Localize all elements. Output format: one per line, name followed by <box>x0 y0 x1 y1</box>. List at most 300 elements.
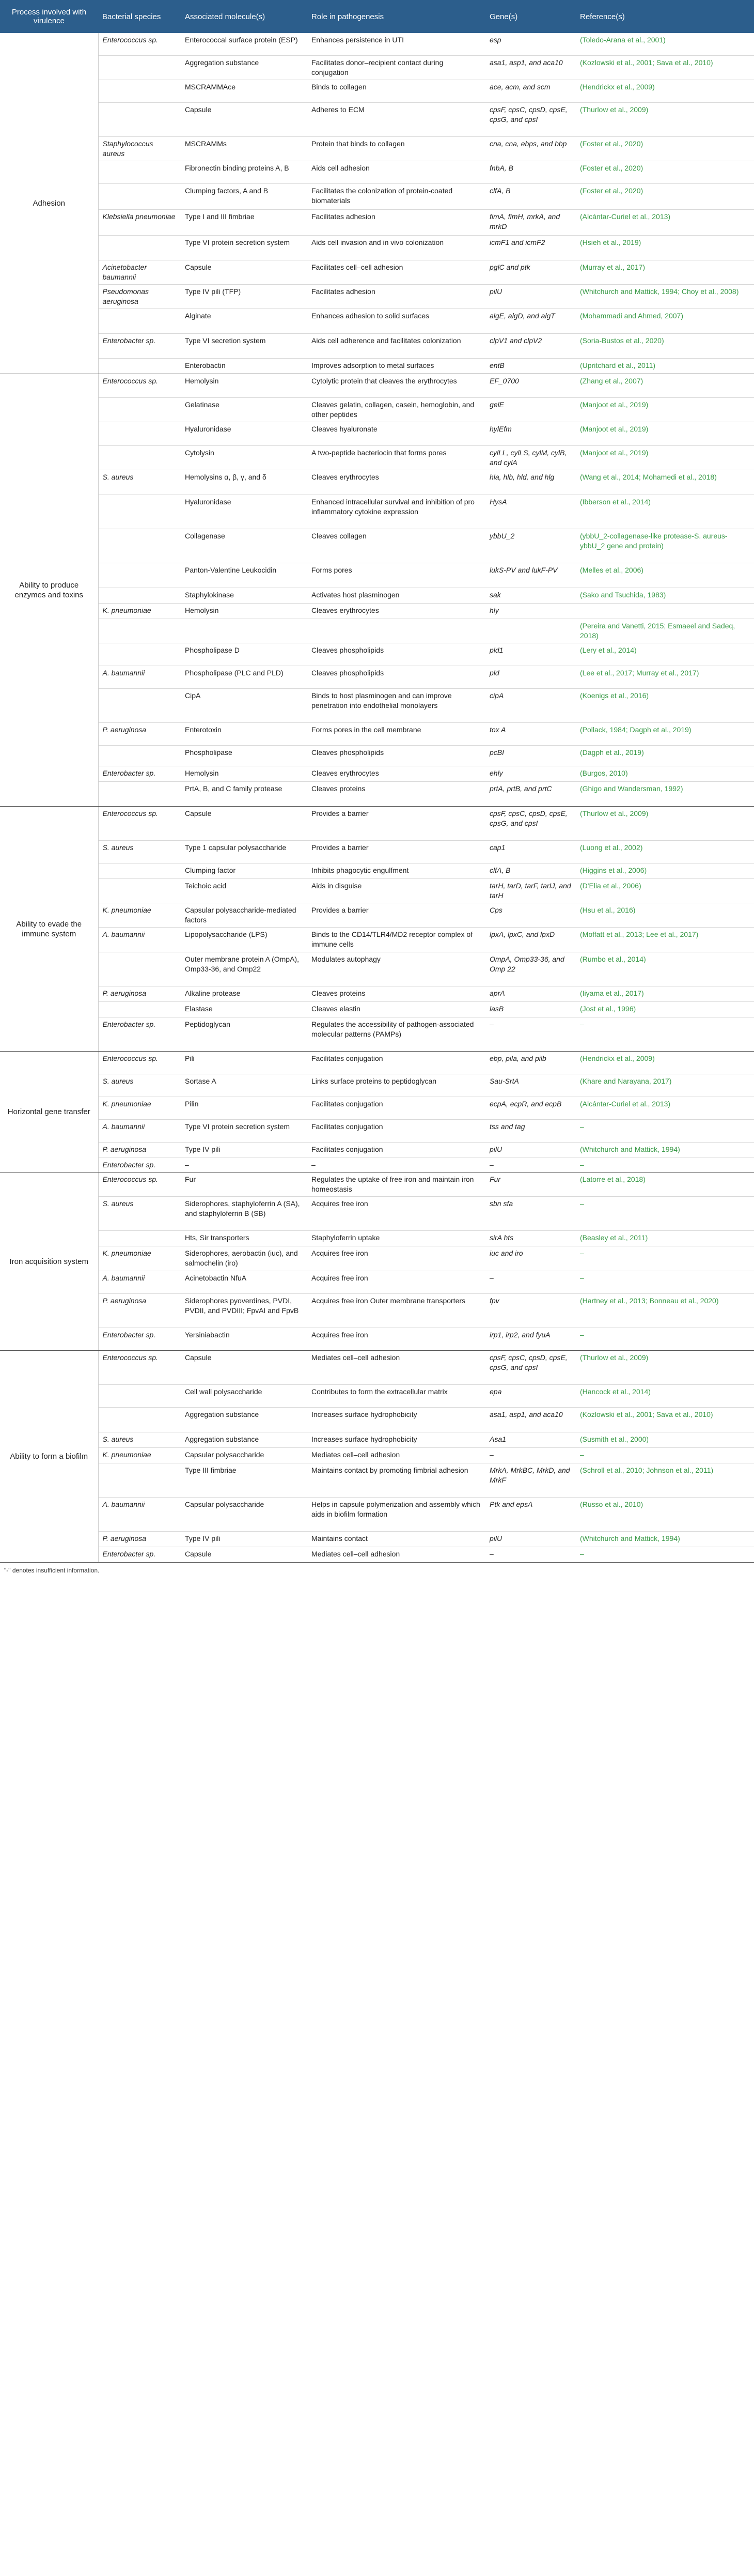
reference-cell: (Burgos, 2010) <box>576 766 754 782</box>
molecule-cell <box>181 619 307 643</box>
reference-cell: (Thurlow et al., 2009) <box>576 1351 754 1385</box>
role-cell: Cleaves proteins <box>307 986 485 1002</box>
species-cell <box>98 563 181 588</box>
species-cell: K. pneumoniae <box>98 903 181 928</box>
role-cell: Cytolytic protein that cleaves the erythrocytes <box>307 374 485 398</box>
gene-cell: hly <box>485 604 576 619</box>
table-row <box>0 1002 754 1017</box>
role-cell: Cleaves collagen <box>307 529 485 563</box>
gene-cell: – <box>485 1271 576 1294</box>
role-cell: Provides a barrier <box>307 903 485 928</box>
molecule-cell: Alkaline protease <box>181 986 307 1002</box>
species-cell <box>98 359 181 374</box>
molecule-cell: Panton-Valentine Leukocidin <box>181 563 307 588</box>
table-row <box>0 1448 754 1463</box>
species-cell <box>98 689 181 723</box>
species-cell <box>98 56 181 80</box>
table-row <box>0 952 754 986</box>
molecule-cell: Phospholipase <box>181 746 307 766</box>
table-row <box>0 841 754 863</box>
gene-cell: – <box>485 1448 576 1463</box>
molecule-cell: Gelatinase <box>181 398 307 422</box>
reference-cell: (Lery et al., 2014) <box>576 643 754 666</box>
role-cell: Inhibits phagocytic engulfment <box>307 863 485 879</box>
molecule-cell: Siderophores, staphyloferrin A (SA), and staphyloferrin B (SB) <box>181 1197 307 1231</box>
role-cell: Maintains contact by promoting fimbrial adhesion <box>307 1463 485 1498</box>
role-cell: Facilitates conjugation <box>307 1120 485 1143</box>
reference-cell: (Beasley et al., 2011) <box>576 1231 754 1246</box>
molecule-cell: Aggregation substance <box>181 1408 307 1432</box>
reference-cell: – <box>576 1246 754 1271</box>
gene-cell: irp1, irp2, and fyuA <box>485 1328 576 1351</box>
table-row <box>0 1246 754 1271</box>
species-cell: Enterococcus sp. <box>98 33 181 56</box>
species-cell: S. aureus <box>98 1197 181 1231</box>
gene-cell: pcBI <box>485 746 576 766</box>
gene-cell: esp <box>485 33 576 56</box>
reference-cell: (Manjoot et al., 2019) <box>576 446 754 470</box>
reference-cell: (Hsu et al., 2016) <box>576 903 754 928</box>
gene-cell: lasB <box>485 1002 576 1017</box>
header-row <box>0 0 754 33</box>
role-cell: – <box>307 1158 485 1173</box>
gene-cell: tarH, tarD, tarF, tarIJ, and tarH <box>485 879 576 903</box>
gene-cell: pilU <box>485 1532 576 1547</box>
gene-cell: EF_0700 <box>485 374 576 398</box>
role-cell: Acquires free iron <box>307 1271 485 1294</box>
species-cell: Enterobacter sp. <box>98 1547 181 1563</box>
molecule-cell: Pili <box>181 1052 307 1074</box>
reference-cell: (Melles et al., 2006) <box>576 563 754 588</box>
molecule-cell: PrtA, B, and C family protease <box>181 782 307 807</box>
reference-cell: (Zhang et al., 2007) <box>576 374 754 398</box>
reference-cell: (Hancock et al., 2014) <box>576 1385 754 1408</box>
gene-cell: fimA, fimH, mrkA, and mrkD <box>485 210 576 236</box>
table-row <box>0 689 754 723</box>
reference-cell <box>576 604 754 619</box>
gene-cell: icmF1 and icmF2 <box>485 236 576 260</box>
molecule-cell: Hemolysin <box>181 766 307 782</box>
role-cell: Enhanced intracellular survival and inhibition of pro inflammatory cytokine expression <box>307 495 485 529</box>
role-cell: Adheres to ECM <box>307 103 485 137</box>
reference-cell: (Sako and Tsuchida, 1983) <box>576 588 754 604</box>
species-cell: K. pneumoniae <box>98 1246 181 1271</box>
role-cell: Facilitates donor–recipient contact during conjugation <box>307 56 485 80</box>
role-cell: Maintains contact <box>307 1532 485 1547</box>
reference-cell: – <box>576 1328 754 1351</box>
molecule-cell: Acinetobactin NfuA <box>181 1271 307 1294</box>
reference-cell: (Wang et al., 2014; Mohamedi et al., 2018) <box>576 470 754 495</box>
molecule-cell: Cytolysin <box>181 446 307 470</box>
gene-cell: Asa1 <box>485 1432 576 1448</box>
species-cell: Enterobacter sp. <box>98 766 181 782</box>
role-cell: Modulates autophagy <box>307 952 485 986</box>
gene-cell: OmpA, Omp33-36, and Omp 22 <box>485 952 576 986</box>
table-row <box>0 80 754 103</box>
molecule-cell: Capsular polysaccharide-mediated factors <box>181 903 307 928</box>
table-row <box>0 1385 754 1408</box>
reference-cell: (Thurlow et al., 2009) <box>576 807 754 841</box>
reference-cell: – <box>576 1197 754 1231</box>
role-cell: Cleaves proteins <box>307 782 485 807</box>
molecule-cell: Enterotoxin <box>181 723 307 746</box>
role-cell: Cleaves phospholipids <box>307 746 485 766</box>
role-cell: Facilitates the colonization of protein-coated biomaterials <box>307 184 485 210</box>
footnote: "-" denotes insufficient information. <box>4 1567 100 1574</box>
gene-cell: – <box>485 1017 576 1052</box>
table-row <box>0 1074 754 1097</box>
table-row <box>0 903 754 928</box>
table-row <box>0 928 754 952</box>
role-cell: Enhances adhesion to solid surfaces <box>307 309 485 334</box>
table-row <box>0 1231 754 1246</box>
molecule-cell: Capsule <box>181 1547 307 1563</box>
role-cell: Facilitates conjugation <box>307 1143 485 1158</box>
role-cell: Activates host plasminogen <box>307 588 485 604</box>
process-cell: Ability to form a biofilm <box>0 1351 98 1563</box>
role-cell <box>307 619 485 643</box>
gene-cell: lpxA, lpxC, and lpxD <box>485 928 576 952</box>
header-reference: Reference(s) <box>576 0 754 33</box>
species-cell <box>98 161 181 184</box>
role-cell: Acquires free iron <box>307 1246 485 1271</box>
reference-cell: – <box>576 1547 754 1563</box>
gene-cell: Sau-SrtA <box>485 1074 576 1097</box>
reference-cell: (Manjoot et al., 2019) <box>576 422 754 446</box>
molecule-cell: Capsule <box>181 807 307 841</box>
species-cell <box>98 1231 181 1246</box>
molecule-cell: Capsule <box>181 103 307 137</box>
molecule-cell: CipA <box>181 689 307 723</box>
reference-cell: (Foster et al., 2020) <box>576 184 754 210</box>
table-row <box>0 285 754 309</box>
reference-cell: (Koenigs et al., 2016) <box>576 689 754 723</box>
table-row <box>0 1197 754 1231</box>
gene-cell: epa <box>485 1385 576 1408</box>
species-cell: K. pneumoniae <box>98 604 181 619</box>
species-cell: Enterobacter sp. <box>98 1017 181 1052</box>
species-cell: K. pneumoniae <box>98 1097 181 1120</box>
table-row <box>0 422 754 446</box>
gene-cell: Ptk and epsA <box>485 1498 576 1532</box>
role-cell: Acquires free iron <box>307 1197 485 1231</box>
gene-cell: prtA, prtB, and prtC <box>485 782 576 807</box>
table-row <box>0 1017 754 1052</box>
gene-cell: pilU <box>485 285 576 309</box>
molecule-cell: Outer membrane protein A (OmpA), Omp33-36, and Omp22 <box>181 952 307 986</box>
gene-cell: pld1 <box>485 643 576 666</box>
role-cell: Cleaves erythrocytes <box>307 470 485 495</box>
table-row <box>0 1143 754 1158</box>
species-cell: A. baumannii <box>98 1120 181 1143</box>
table-row <box>0 236 754 260</box>
molecule-cell: Cell wall polysaccharide <box>181 1385 307 1408</box>
table-row <box>0 807 754 841</box>
table-body <box>0 33 754 1563</box>
role-cell: Cleaves phospholipids <box>307 643 485 666</box>
role-cell: Facilitates adhesion <box>307 210 485 236</box>
table-row <box>0 1498 754 1532</box>
species-cell: Staphylococcus aureus <box>98 137 181 161</box>
role-cell: Acquires free iron <box>307 1328 485 1351</box>
role-cell: Facilitates cell–cell adhesion <box>307 260 485 285</box>
table-row <box>0 374 754 398</box>
molecule-cell: Hemolysin <box>181 604 307 619</box>
species-cell: Enterobacter sp. <box>98 334 181 359</box>
table-row <box>0 863 754 879</box>
gene-cell: Fur <box>485 1173 576 1197</box>
reference-cell: (Ibberson et al., 2014) <box>576 495 754 529</box>
table-row <box>0 161 754 184</box>
table-row <box>0 260 754 285</box>
species-cell: P. aeruginosa <box>98 1143 181 1158</box>
molecule-cell: Yersiniabactin <box>181 1328 307 1351</box>
molecule-cell: Capsular polysaccharide <box>181 1448 307 1463</box>
reference-cell: (Khare and Narayana, 2017) <box>576 1074 754 1097</box>
reference-cell: (Alcántar-Curiel et al., 2013) <box>576 210 754 236</box>
molecule-cell: Enterococcal surface protein (ESP) <box>181 33 307 56</box>
table-row <box>0 1328 754 1351</box>
reference-cell: (Whitchurch and Mattick, 1994) <box>576 1143 754 1158</box>
table-row <box>0 643 754 666</box>
reference-cell: – <box>576 1017 754 1052</box>
reference-cell: (Russo et al., 2010) <box>576 1498 754 1532</box>
gene-cell: algE, algD, and algT <box>485 309 576 334</box>
molecule-cell: Type III fimbriae <box>181 1463 307 1498</box>
gene-cell: hylEfm <box>485 422 576 446</box>
molecule-cell: Aggregation substance <box>181 1432 307 1448</box>
gene-cell: asa1, asp1, and aca10 <box>485 56 576 80</box>
table-row <box>0 1158 754 1173</box>
gene-cell: hla, hlb, hld, and hlg <box>485 470 576 495</box>
molecule-cell: Clumping factors, A and B <box>181 184 307 210</box>
role-cell: Provides a barrier <box>307 841 485 863</box>
molecule-cell: Fibronectin binding proteins A, B <box>181 161 307 184</box>
reference-cell: (Upritchard et al., 2011) <box>576 359 754 374</box>
species-cell <box>98 1408 181 1432</box>
molecule-cell: Capsule <box>181 1351 307 1385</box>
table-row <box>0 56 754 80</box>
molecule-cell: Sortase A <box>181 1074 307 1097</box>
molecule-cell: Capsular polysaccharide <box>181 1498 307 1532</box>
molecule-cell: Hyaluronidase <box>181 422 307 446</box>
molecule-cell: Teichoic acid <box>181 879 307 903</box>
gene-cell: – <box>485 1158 576 1173</box>
molecule-cell: Alginate <box>181 309 307 334</box>
table-row <box>0 604 754 619</box>
reference-cell: (Toledo-Arana et al., 2001) <box>576 33 754 56</box>
reference-cell: (Ghigo and Wandersman, 1992) <box>576 782 754 807</box>
reference-cell: (Thurlow et al., 2009) <box>576 103 754 137</box>
species-cell <box>98 103 181 137</box>
table-row <box>0 986 754 1002</box>
reference-cell: (ybbU_2-collagenase-like protease-S. aureus-ybbU_2 gene and protein) <box>576 529 754 563</box>
role-cell: Enhances persistence in UTI <box>307 33 485 56</box>
species-cell <box>98 643 181 666</box>
table-row <box>0 398 754 422</box>
table-row <box>0 470 754 495</box>
header-molecule: Associated molecule(s) <box>181 0 307 33</box>
species-cell: S. aureus <box>98 841 181 863</box>
species-cell: S. aureus <box>98 470 181 495</box>
role-cell: Cleaves erythrocytes <box>307 766 485 782</box>
molecule-cell: Aggregation substance <box>181 56 307 80</box>
gene-cell: fnbA, B <box>485 161 576 184</box>
reference-cell: – <box>576 1120 754 1143</box>
role-cell: Mediates cell–cell adhesion <box>307 1448 485 1463</box>
gene-cell: sak <box>485 588 576 604</box>
table-row <box>0 766 754 782</box>
molecule-cell: Lipopolysaccharide (LPS) <box>181 928 307 952</box>
header-role: Role in pathogenesis <box>307 0 485 33</box>
table-row <box>0 1173 754 1197</box>
gene-cell: ehly <box>485 766 576 782</box>
role-cell: Increases surface hydrophobicity <box>307 1432 485 1448</box>
process-cell: Horizontal gene transfer <box>0 1052 98 1173</box>
role-cell: Mediates cell–cell adhesion <box>307 1351 485 1385</box>
reference-cell: (Luong et al., 2002) <box>576 841 754 863</box>
gene-cell: ebp, pila, and pilb <box>485 1052 576 1074</box>
species-cell: A. baumannii <box>98 666 181 689</box>
gene-cell: pglC and ptk <box>485 260 576 285</box>
species-cell <box>98 309 181 334</box>
gene-cell: clpV1 and clpV2 <box>485 334 576 359</box>
species-cell <box>98 879 181 903</box>
gene-cell: aprA <box>485 986 576 1002</box>
process-cell: Iron acquisition system <box>0 1173 98 1351</box>
table-row <box>0 1547 754 1563</box>
species-cell: Enterococcus sp. <box>98 374 181 398</box>
gene-cell: ybbU_2 <box>485 529 576 563</box>
reference-cell: (Iiyama et al., 2017) <box>576 986 754 1002</box>
table-row <box>0 309 754 334</box>
reference-cell: (D'Elia et al., 2006) <box>576 879 754 903</box>
species-cell: Acinetobacter baumannii <box>98 260 181 285</box>
reference-cell: (Latorre et al., 2018) <box>576 1173 754 1197</box>
species-cell <box>98 495 181 529</box>
table-row <box>0 1432 754 1448</box>
role-cell: Cleaves erythrocytes <box>307 604 485 619</box>
gene-cell: tox A <box>485 723 576 746</box>
table-row <box>0 103 754 137</box>
reference-cell: – <box>576 1158 754 1173</box>
gene-cell: cna, cna, ebps, and bbp <box>485 137 576 161</box>
reference-cell: (Kozlowski et al., 2001; Sava et al., 2010) <box>576 56 754 80</box>
molecule-cell: MSCRAMMs <box>181 137 307 161</box>
gene-cell: iuc and iro <box>485 1246 576 1271</box>
gene-cell: lukS-PV and lukF-PV <box>485 563 576 588</box>
molecule-cell: Type I and III fimbriae <box>181 210 307 236</box>
role-cell: Cleaves elastin <box>307 1002 485 1017</box>
table-row <box>0 746 754 766</box>
role-cell: Facilitates conjugation <box>307 1052 485 1074</box>
gene-cell: Cps <box>485 903 576 928</box>
species-cell: Enterobacter sp. <box>98 1158 181 1173</box>
reference-cell: (Moffatt et al., 2013; Lee et al., 2017) <box>576 928 754 952</box>
reference-cell: (Jost et al., 1996) <box>576 1002 754 1017</box>
species-cell <box>98 1463 181 1498</box>
molecule-cell: Type VI protein secretion system <box>181 236 307 260</box>
role-cell: Aids in disguise <box>307 879 485 903</box>
role-cell: Facilitates adhesion <box>307 285 485 309</box>
gene-cell: entB <box>485 359 576 374</box>
table-row <box>0 33 754 56</box>
reference-cell: (Hsieh et al., 2019) <box>576 236 754 260</box>
role-cell: Staphyloferrin uptake <box>307 1231 485 1246</box>
species-cell: P. aeruginosa <box>98 1532 181 1547</box>
molecule-cell: Type VI secretion system <box>181 334 307 359</box>
species-cell: P. aeruginosa <box>98 986 181 1002</box>
reference-cell: – <box>576 1448 754 1463</box>
species-cell: A. baumannii <box>98 928 181 952</box>
table-row <box>0 529 754 563</box>
table-row <box>0 1271 754 1294</box>
reference-cell: (Dagph et al., 2019) <box>576 746 754 766</box>
table-row <box>0 563 754 588</box>
molecule-cell: Type VI protein secretion system <box>181 1120 307 1143</box>
role-cell: Cleaves phospholipids <box>307 666 485 689</box>
reference-cell: (Hendrickx et al., 2009) <box>576 1052 754 1074</box>
table-row <box>0 334 754 359</box>
table-row <box>0 782 754 807</box>
reference-cell: – <box>576 1271 754 1294</box>
table-row <box>0 1120 754 1143</box>
gene-cell: fpv <box>485 1294 576 1328</box>
molecule-cell: Pilin <box>181 1097 307 1120</box>
role-cell: Aids cell invasion and in vivo colonization <box>307 236 485 260</box>
molecule-cell: Peptidoglycan <box>181 1017 307 1052</box>
process-cell: Adhesion <box>0 33 98 374</box>
molecule-cell: Type 1 capsular polysaccharide <box>181 841 307 863</box>
gene-cell: sbn sfa <box>485 1197 576 1231</box>
table-row <box>0 1294 754 1328</box>
gene-cell: ecpA, ecpR, and ecpB <box>485 1097 576 1120</box>
reference-cell: (Rumbo et al., 2014) <box>576 952 754 986</box>
role-cell: Regulates the accessibility of pathogen-associated molecular patterns (PAMPs) <box>307 1017 485 1052</box>
role-cell: Protein that binds to collagen <box>307 137 485 161</box>
table-row <box>0 619 754 643</box>
role-cell: Binds to the CD14/TLR4/MD2 receptor complex of immune cells <box>307 928 485 952</box>
reference-cell: (Susmith et al., 2000) <box>576 1432 754 1448</box>
gene-cell: HysA <box>485 495 576 529</box>
species-cell <box>98 398 181 422</box>
role-cell: Regulates the uptake of free iron and maintain iron homeostasis <box>307 1173 485 1197</box>
role-cell: Mediates cell–cell adhesion <box>307 1547 485 1563</box>
role-cell: Links surface proteins to peptidoglycan <box>307 1074 485 1097</box>
molecule-cell: Capsule <box>181 260 307 285</box>
gene-cell: gelE <box>485 398 576 422</box>
role-cell: Provides a barrier <box>307 807 485 841</box>
species-cell: Klebsiella pneumoniae <box>98 210 181 236</box>
reference-cell: (Pereira and Vanetti, 2015; Esmaeel and Sadeq, 2018) <box>576 619 754 643</box>
species-cell <box>98 746 181 766</box>
header-species: Bacterial species <box>98 0 181 33</box>
species-cell: Enterococcus sp. <box>98 807 181 841</box>
role-cell: Improves adsorption to metal surfaces <box>307 359 485 374</box>
gene-cell: MrkA, MrkBC, MrkD, and MrkF <box>485 1463 576 1498</box>
table-row <box>0 1052 754 1074</box>
reference-cell: (Mohammadi and Ahmed, 2007) <box>576 309 754 334</box>
table-row <box>0 1532 754 1547</box>
gene-cell: cpsF, cpsC, cpsD, cpsE, cpsG, and cpsI <box>485 807 576 841</box>
species-cell <box>98 422 181 446</box>
role-cell: Binds to host plasminogen and can improve penetration into endothelial monolayers <box>307 689 485 723</box>
header-process: Process involved with virulence <box>0 0 98 33</box>
molecule-cell: Enterobactin <box>181 359 307 374</box>
species-cell: S. aureus <box>98 1432 181 1448</box>
molecule-cell: Siderophores, aerobactin (iuc), and salmochelin (iro) <box>181 1246 307 1271</box>
species-cell: P. aeruginosa <box>98 1294 181 1328</box>
